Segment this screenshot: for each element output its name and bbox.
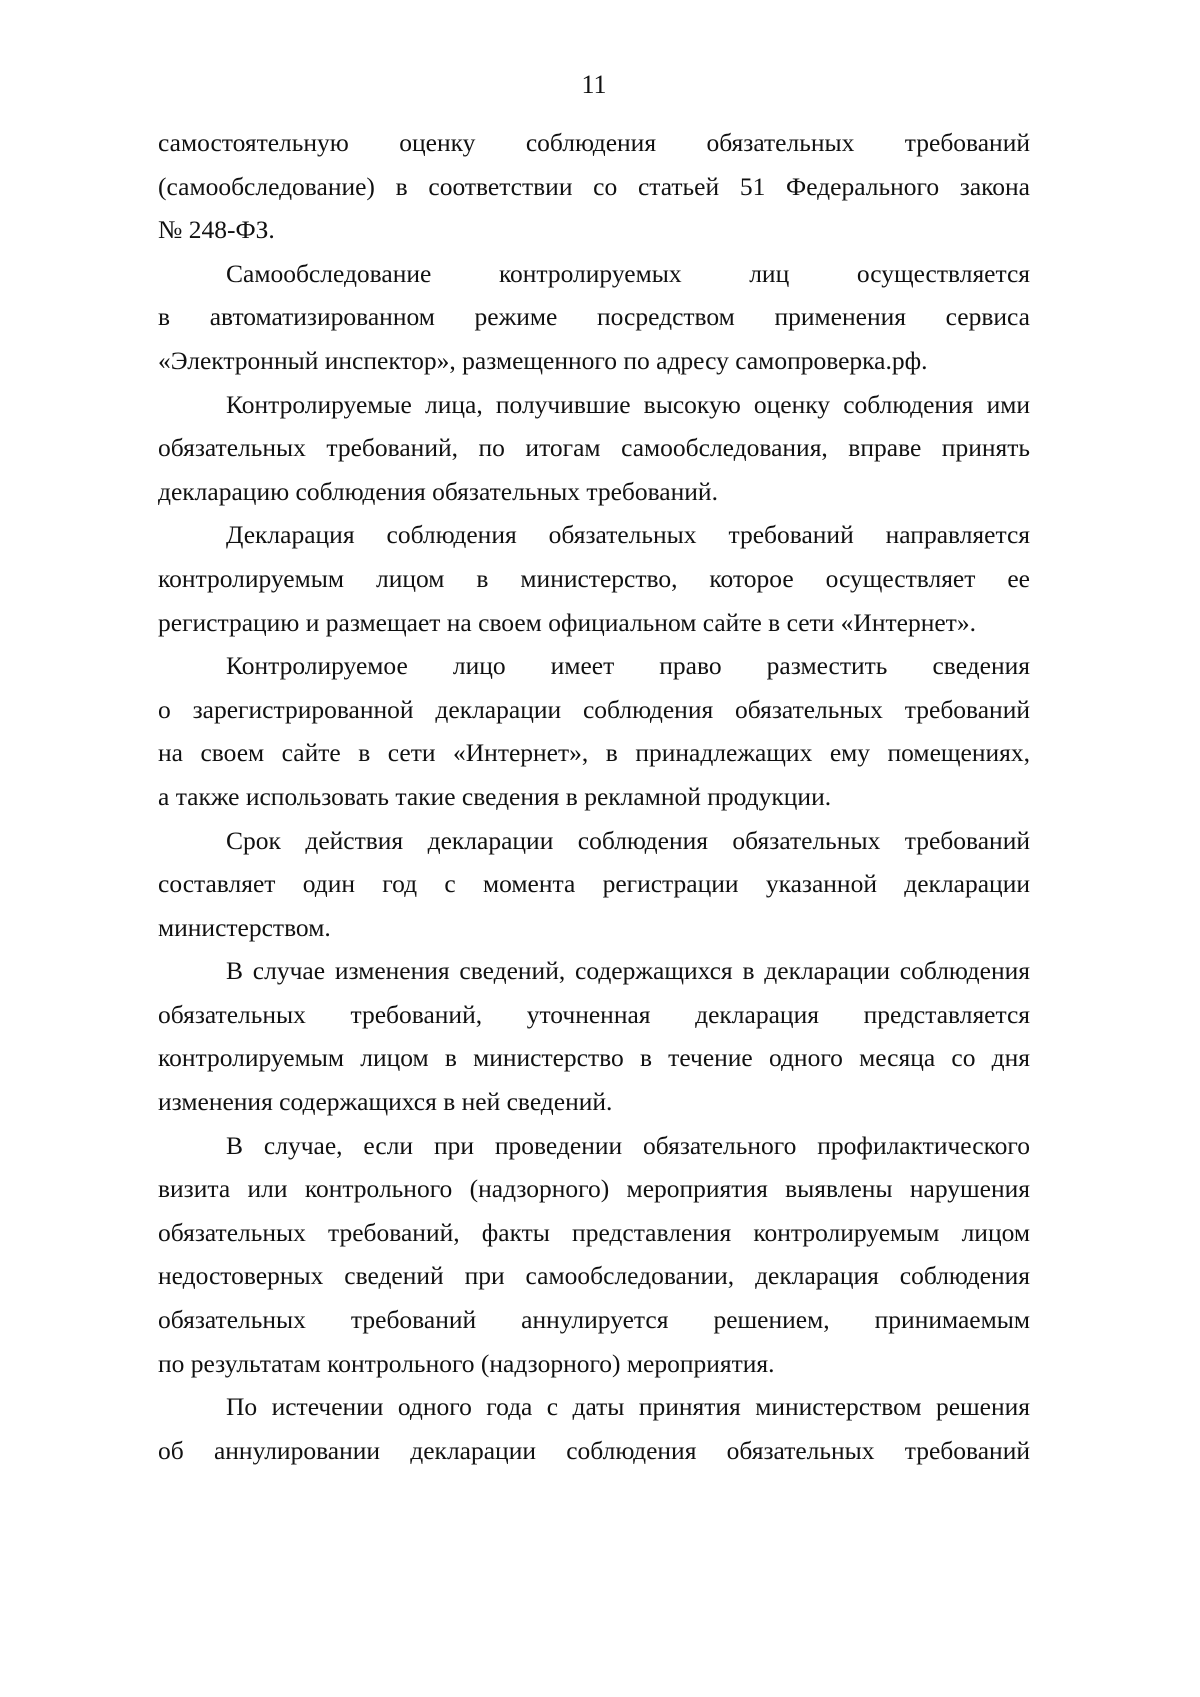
text-line: в автоматизированном режиме посредством применения сервиса <box>158 302 1030 332</box>
text-line: об аннулировании декларации соблюдения обязательных требований <box>158 1435 1030 1465</box>
text-line: Самообследование контролируемых лиц осуществляется <box>226 258 1030 288</box>
text-line: Декларация соблюдения обязательных требований направляется <box>226 520 1030 550</box>
text-line: «Электронный инспектор», размещенного по адресу самопроверка.рф. <box>158 345 928 375</box>
text-line: обязательных требований, факты представления контролируемым лицом <box>158 1217 1030 1247</box>
text-line: (самообследование) в соответствии со статьей 51 Федерального закона <box>158 171 1030 201</box>
text-line: визита или контрольного (надзорного) мероприятия выявлены нарушения <box>158 1174 1030 1204</box>
text-line: В случае, если при проведении обязательного профилактического <box>226 1130 1030 1160</box>
paragraph <box>158 644 1030 818</box>
text-line: обязательных требований, по итогам самообследования, вправе принять <box>158 433 1030 463</box>
text-line: Срок действия декларации соблюдения обязательных требований <box>226 825 1030 855</box>
text-line: контролируемым лицом в министерство, которое осуществляет ее <box>158 563 1030 593</box>
paragraph <box>158 383 1030 514</box>
text-line: на своем сайте в сети «Интернет», в принадлежащих ему помещениях, <box>158 738 1030 768</box>
text-line: Контролируемые лица, получившие высокую оценку соблюдения ими <box>226 389 1030 419</box>
document-body <box>158 121 1030 1472</box>
paragraph <box>158 819 1030 950</box>
text-line: изменения содержащихся в ней сведений. <box>158 1087 613 1117</box>
text-line: № 248-ФЗ. <box>158 215 275 245</box>
text-line: В случае изменения сведений, содержащихся в декларации соблюдения <box>226 956 1030 986</box>
text-line: регистрацию и размещает на своем официальном сайте в сети «Интернет». <box>158 607 976 637</box>
text-line: контролируемым лицом в министерство в течение одного месяца со дня <box>158 1043 1030 1073</box>
page-number: 11 <box>581 70 607 99</box>
text-line: недостоверных сведений при самообследовании, декларация соблюдения <box>158 1261 1030 1291</box>
text-line: декларацию соблюдения обязательных требований. <box>158 476 718 506</box>
text-line: а также использовать такие сведения в рекламной продукции. <box>158 781 832 811</box>
paragraph <box>158 1385 1030 1472</box>
paragraph <box>158 1124 1030 1386</box>
text-line: министерством. <box>158 912 331 942</box>
text-line: Контролируемое лицо имеет право разместить сведения <box>226 651 1030 681</box>
text-line: самостоятельную оценку соблюдения обязательных требований <box>158 128 1030 157</box>
paragraph <box>158 513 1030 644</box>
text-line: По истечении одного года с даты принятия министерством решения <box>226 1392 1030 1422</box>
paragraph <box>158 121 1030 252</box>
text-line: составляет один год с момента регистрации указанной декларации <box>158 869 1030 899</box>
text-line: по результатам контрольного (надзорного) мероприятия. <box>158 1348 775 1378</box>
text-line: обязательных требований, уточненная декларация представляется <box>158 999 1030 1029</box>
text-line: обязательных требований аннулируется решением, принимаемым <box>158 1305 1030 1335</box>
paragraph <box>158 949 1030 1123</box>
text-line: о зарегистрированной декларации соблюдения обязательных требований <box>158 694 1030 724</box>
paragraph <box>158 252 1030 383</box>
